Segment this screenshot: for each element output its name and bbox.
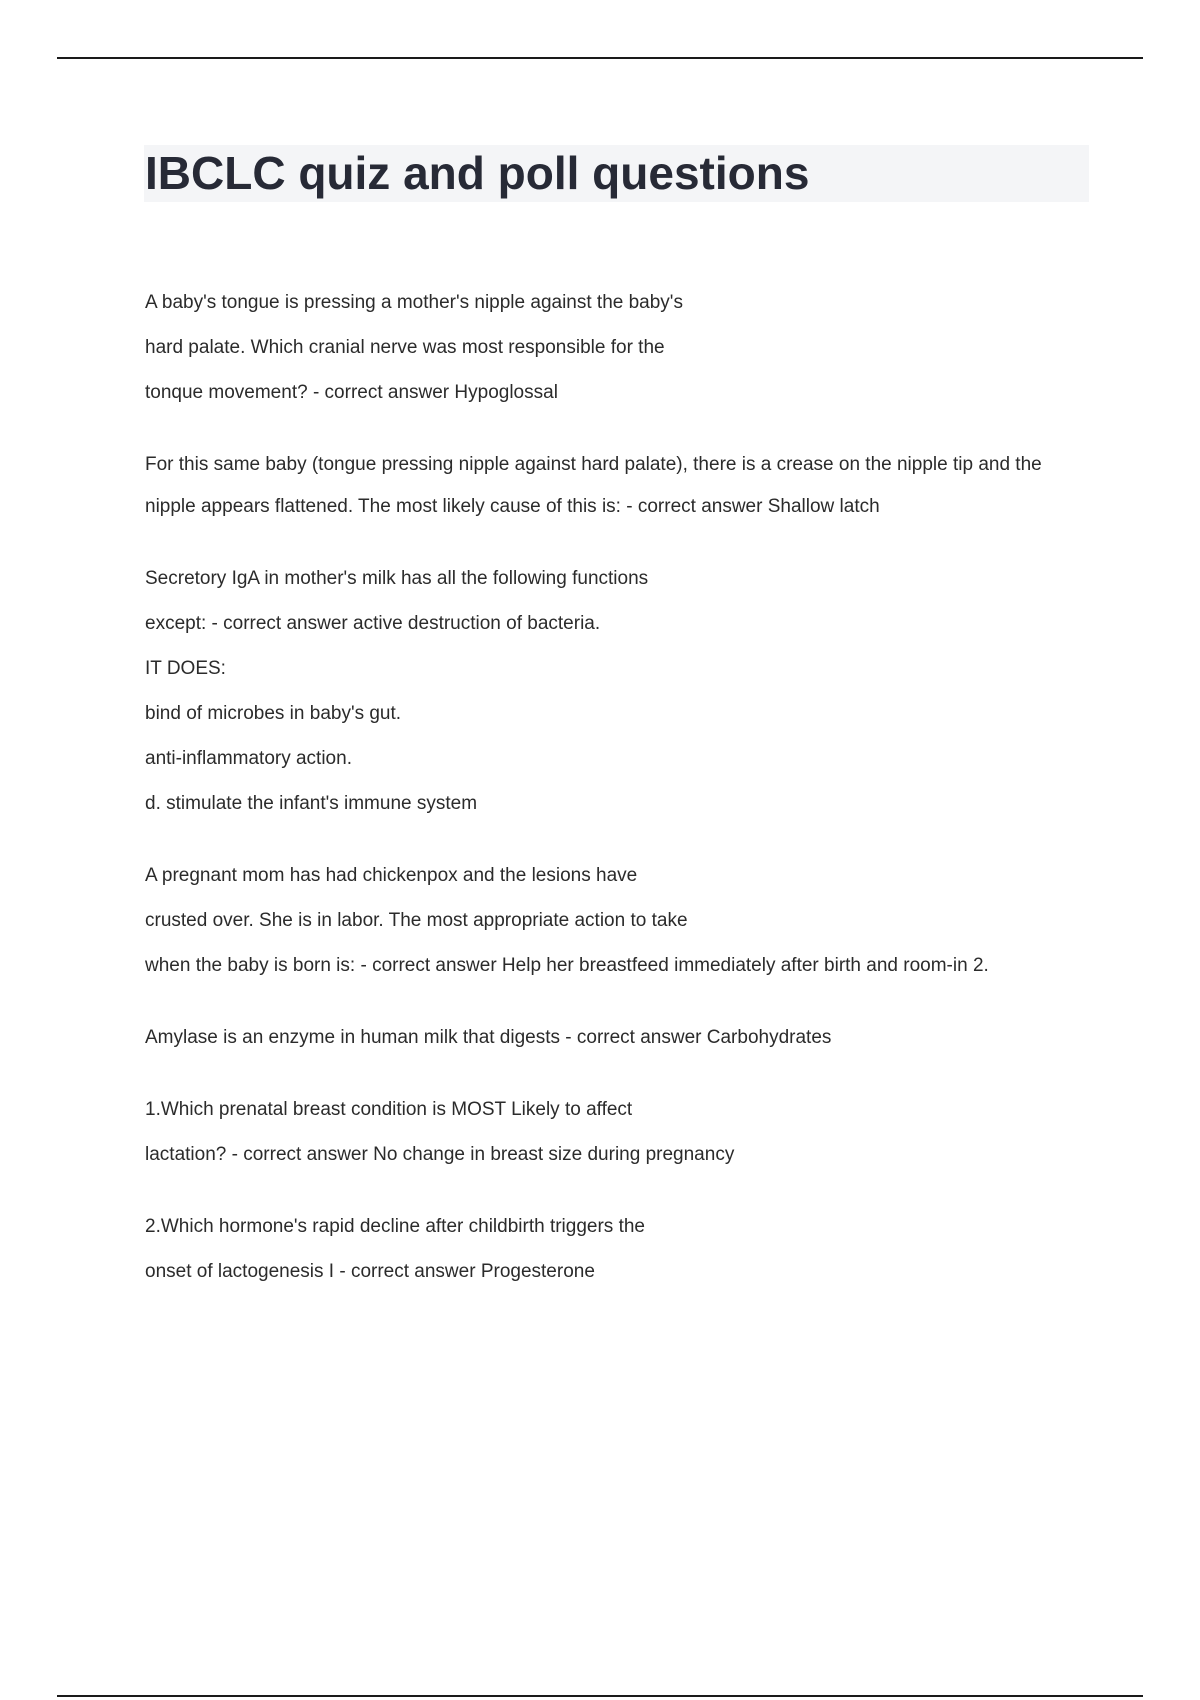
qa-line: Amylase is an enzyme in human milk that digests - correct answer Carbohydrates — [145, 1027, 832, 1048]
qa-item-4 — [145, 863, 1075, 979]
document-body — [145, 290, 1075, 1331]
qa-line: A pregnant mom has had chickenpox and the lesions have — [145, 865, 638, 886]
qa-line: For this same baby (tongue pressing nipple against hard palate), there is a crease on the nipple tip and the — [145, 454, 1042, 475]
qa-item-7 — [145, 1214, 1075, 1285]
qa-item-6 — [145, 1097, 1075, 1168]
qa-line: nipple appears flattened. The most likely cause of this is: - correct answer Shallow latch — [145, 496, 880, 517]
qa-line: A baby's tongue is pressing a mother's nipple against the baby's — [145, 292, 683, 313]
qa-item-2 — [145, 452, 1075, 520]
bottom-rule — [57, 1695, 1143, 1697]
qa-item-1 — [145, 290, 1075, 406]
top-rule — [57, 57, 1143, 59]
qa-line: d. stimulate the infant's immune system — [145, 793, 478, 814]
qa-line: crusted over. She is in labor. The most appropriate action to take — [145, 910, 688, 931]
qa-line: onset of lactogenesis I - correct answer Progesterone — [145, 1261, 595, 1282]
qa-line: tonque movement? - correct answer Hypoglossal — [145, 382, 558, 403]
qa-item-5 — [145, 1025, 1075, 1051]
qa-line: IT DOES: — [145, 658, 226, 679]
qa-line: Secretory IgA in mother's milk has all the following functions — [145, 568, 649, 589]
page-title: IBCLC quiz and poll questions — [145, 147, 810, 199]
qa-line: hard palate. Which cranial nerve was most responsible for the — [145, 337, 665, 358]
qa-line: when the baby is born is: - correct answer Help her breastfeed immediately after birth and room-in 2. — [145, 955, 989, 976]
qa-item-3 — [145, 566, 1075, 817]
qa-line: bind of microbes in baby's gut. — [145, 703, 402, 724]
qa-line: lactation? - correct answer No change in breast size during pregnancy — [145, 1144, 735, 1165]
qa-line: except: - correct answer active destruction of bacteria. — [145, 613, 601, 634]
qa-line: 1.Which prenatal breast condition is MOST Likely to affect — [145, 1099, 633, 1120]
qa-line: 2.Which hormone's rapid decline after childbirth triggers the — [145, 1216, 645, 1237]
qa-line: anti-inflammatory action. — [145, 748, 352, 769]
